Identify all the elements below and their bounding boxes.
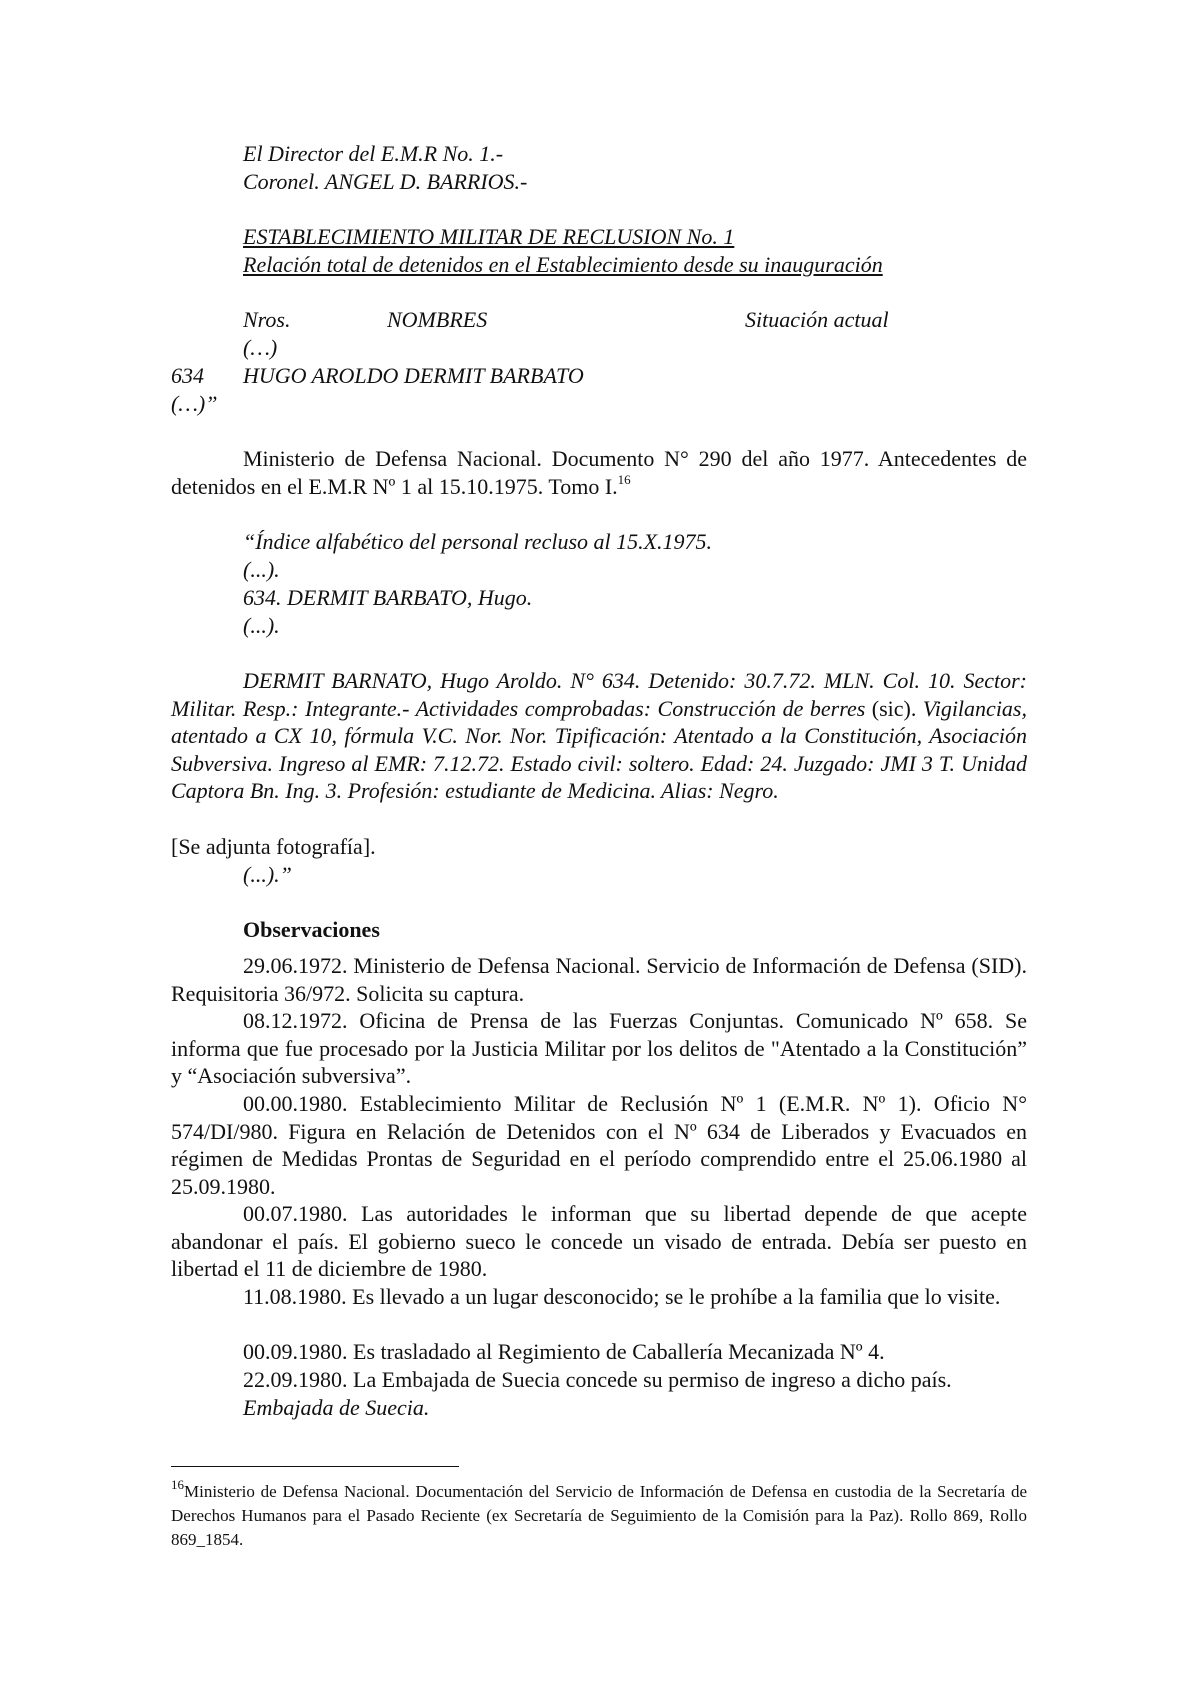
observation-text: 11.08.1980. Es llevado a un lugar desconocido; se le prohíbe a la familia que lo visite.	[243, 1284, 1001, 1309]
index-ellipsis-1: (...).	[243, 557, 280, 582]
observation-text: 22.09.1980. La Embajada de Suecia concede su permiso de ingreso a dicho país.	[243, 1367, 952, 1392]
table-row-number: 634	[171, 363, 204, 388]
footnote-reference-mark: 16	[617, 472, 631, 488]
observation-text: 08.12.1972. Oficina de Prensa de las Fuerzas Conjuntas. Comunicado Nº 658. Se informa que fue procesado por la Justicia Militar por los delitos de "Atentado a la Constitución” y “Asociación subversiva”.	[171, 1008, 1027, 1088]
observation-entry	[171, 1007, 1027, 1090]
index-ellipsis-2: (...).	[243, 613, 280, 638]
footnote-text: Ministerio de Defensa Nacional. Documentación del Servicio de Información de Defensa en custodia de la Secretaría de Derechos Humanos para el Pasado Reciente (ex Secretaría de Seguimiento de la Comisión para la Paz). Rollo 869, Rollo 869_1854.	[171, 1482, 1027, 1549]
column-situacion: Situación actual	[745, 307, 889, 332]
detainee-record	[171, 667, 1027, 805]
table-ellipsis-open: (…)	[243, 335, 278, 360]
observation-text: 00.00.1980. Establecimiento Militar de Reclusión Nº 1 (E.M.R. Nº 1). Oficio N° 574/DI/980. Figura en Relación de Detenidos con el Nº 634 de Liberados y Evacuados en régimen de Medidas Prontas de Seguridad en el período comprendido entre el 25.06.1980 al 25.09.1980.	[171, 1091, 1027, 1199]
observation-text: 00.07.1980. Las autoridades le informan que su libertad depende de que acepte abandonar el país. El gobierno sueco le concede un visado de entrada. Debía ser puesto en libertad el 11 de diciembre de 1980.	[171, 1201, 1027, 1281]
observations-source: Embajada de Suecia.	[243, 1395, 430, 1420]
observation-entry	[171, 1338, 1027, 1366]
table-ellipsis-close: (…)”	[171, 391, 218, 416]
column-nros: Nros.	[243, 307, 291, 332]
record-sic: (sic).	[871, 695, 917, 721]
ministry-reference	[171, 445, 1027, 500]
director-line: El Director del E.M.R No. 1.-	[243, 141, 504, 166]
table-header	[243, 306, 899, 334]
observation-text: 00.09.1980. Es trasladado al Regimiento de Caballería Mecanizada Nº 4.	[243, 1339, 885, 1364]
relation-title: Relación total de detenidos en el Establecimiento desde su inauguración	[243, 252, 883, 277]
observation-entry	[171, 952, 1027, 1007]
observation-entry	[171, 1200, 1027, 1283]
photo-note: [Se adjunta fotografía].	[171, 834, 376, 859]
ministry-reference-text: Ministerio de Defensa Nacional. Documento N° 290 del año 1977. Antecedentes de detenidos en el E.M.R Nº 1 al 15.10.1975. Tomo I.	[171, 446, 1027, 499]
column-nombres: NOMBRES	[387, 307, 488, 332]
record-part-1: DERMIT BARNATO, Hugo Aroldo. N° 634. Detenido: 30.7.72. MLN. Col. 10. Sector: Militar. Resp.: Integrante.- Actividades comprobadas: Construcción de berres	[171, 668, 1027, 721]
record-ellipsis-close: (...).”	[243, 862, 292, 887]
establishment-title: ESTABLECIMIENTO MILITAR DE RECLUSION No. 1	[243, 224, 735, 249]
index-title: “Índice alfabético del personal recluso al 15.X.1975.	[243, 529, 713, 554]
observation-entry	[171, 1366, 1027, 1394]
footnote	[171, 1477, 1027, 1552]
record-part-2: Vigilancias, atentado a CX 10, fórmula V.C. Nor. Nor. Tipificación: Atentado a la Constitución, Asociación Subversiva. Ingreso al EMR: 7.12.72. Estado civil: soltero. Edad: 24. Juzgado: JMI 3 T. Unidad Captora Bn. Ing. 3. Profesión: estudiante de Medicina. Alias: Negro.	[171, 695, 1027, 803]
observation-text: 29.06.1972. Ministerio de Defensa Nacional. Servicio de Información de Defensa (SID). Requisitoria 36/972. Solicita su captura.	[171, 953, 1027, 1006]
coronel-line: Coronel. ANGEL D. BARRIOS.-	[243, 169, 528, 194]
observation-entry	[171, 1283, 1027, 1311]
table-row-name: HUGO AROLDO DERMIT BARBATO	[243, 363, 584, 388]
observations-heading: Observaciones	[243, 917, 380, 942]
index-entry: 634. DERMIT BARBATO, Hugo.	[243, 585, 533, 610]
footnote-divider	[171, 1466, 459, 1467]
footnote-mark: 16	[171, 1477, 184, 1493]
observation-entry	[171, 1090, 1027, 1200]
